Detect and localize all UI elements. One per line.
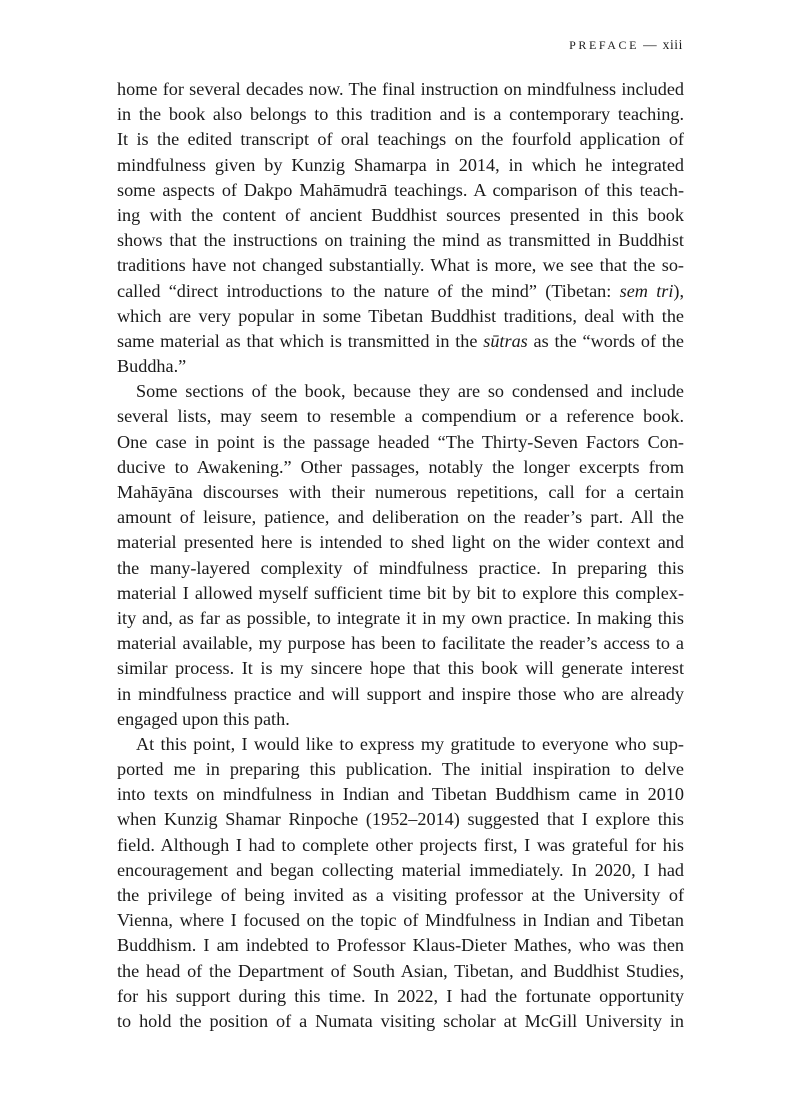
text-line	[117, 178, 684, 203]
text-run: similar process. It is my sincere hope that this book will generate interest	[117, 658, 684, 679]
text-run: traditions have not changed substantially. What is more, we see that the so-	[117, 255, 684, 276]
text-line	[117, 858, 684, 883]
text-run: into texts on mindfulness in Indian and Tibetan Buddhism came in 2010	[117, 784, 684, 805]
text-run: same material as that which is transmitted in the	[117, 330, 484, 351]
text-run: to hold the position of a Numata visiting scholar at McGill University in	[117, 1010, 684, 1031]
text-run: which are very popular in some Tibetan Buddhist traditions, deal with the	[117, 305, 684, 326]
text-line	[117, 77, 684, 102]
text-run: some aspects of Dakpo Mahāmudrā teachings. A comparison of this teach-	[117, 179, 684, 200]
paragraph	[117, 379, 684, 732]
text-run: for his support during this time. In 2022, I had the fortunate opportunity	[117, 985, 684, 1006]
text-line	[117, 631, 684, 656]
text-line	[117, 883, 684, 908]
paragraph	[117, 77, 684, 379]
text-line	[117, 959, 684, 984]
text-run: Buddhism. I am indebted to Professor Klaus-Dieter Mathes, who was then	[117, 935, 684, 956]
text-line	[117, 757, 684, 782]
text-line	[117, 732, 684, 757]
running-head	[569, 37, 683, 53]
text-line	[117, 127, 684, 152]
text-run: Mahāyāna discourses with their numerous repetitions, call for a certain	[117, 482, 684, 502]
text-run: ported me in preparing this publication. The initial inspiration to delve	[117, 759, 684, 780]
text-run: ity and, as far as possible, to integrate it in my own practice. In making this	[117, 607, 684, 628]
text-line	[117, 279, 684, 304]
text-line	[117, 581, 684, 606]
text-run: field. Although I had to complete other projects first, I was grateful for his	[117, 834, 684, 855]
running-head-separator: —	[643, 37, 657, 52]
text-line	[117, 430, 684, 455]
text-line	[117, 102, 684, 127]
text-run: ing with the content of ancient Buddhist sources presented in this book	[117, 204, 684, 225]
text-run: One case in point is the passage headed “The Thirty-Seven Factors Con-	[117, 431, 684, 452]
text-line	[117, 153, 684, 178]
text-run: in mindfulness practice and will support and inspire those who are already	[117, 683, 684, 704]
body-text	[117, 77, 684, 1034]
text-line	[117, 807, 684, 832]
text-run: shows that the instructions on training the mind as transmitted in Buddhist	[117, 230, 684, 251]
text-run: It is the edited transcript of oral teachings on the fourfold application of	[117, 129, 684, 150]
text-line	[117, 505, 684, 530]
text-run: when Kunzig Shamar Rinpoche (1952–2014) suggested that I explore this	[117, 809, 684, 830]
text-run: the privilege of being invited as a visiting professor at the University of	[117, 885, 684, 905]
text-line	[117, 1009, 684, 1034]
text-run: the head of the Department of South Asian, Tibetan, and Buddhist Studies,	[117, 960, 684, 981]
text-line	[117, 304, 684, 329]
paragraph	[117, 732, 684, 1034]
text-run: amount of leisure, patience, and deliberation on the reader’s part. All the	[117, 507, 684, 528]
text-line	[117, 379, 684, 404]
text-line	[117, 253, 684, 278]
text-run: the many-layered complexity of mindfulness practice. In preparing this	[117, 557, 684, 578]
text-line	[117, 530, 684, 555]
italic-term: sem tri	[619, 280, 674, 301]
italic-term: sūtras	[483, 330, 528, 351]
text-line	[117, 656, 684, 681]
text-run: material I allowed myself sufficient time bit by bit to explore this complex-	[117, 582, 684, 603]
page-number: xiii	[662, 37, 683, 52]
text-line	[117, 833, 684, 858]
text-line	[117, 404, 684, 429]
text-run: Vienna, where I focused on the topic of Mindfulness in Indian and Tibetan	[117, 910, 684, 931]
text-run: Some sections of the book, because they are so condensed and include	[136, 381, 684, 402]
text-run: called “direct introductions to the nature of the mind” (Tibetan:	[117, 280, 620, 301]
text-line	[117, 354, 684, 379]
text-run: material presented here is intended to shed light on the wider context and	[117, 532, 684, 553]
text-run: At this point, I would like to express my gratitude to everyone who sup-	[136, 733, 684, 754]
text-line	[117, 782, 684, 807]
text-line	[117, 682, 684, 707]
text-line	[117, 455, 684, 480]
running-head-title: PREFACE	[569, 38, 640, 52]
text-line	[117, 203, 684, 228]
text-run: material available, my purpose has been to facilitate the reader’s access to a	[117, 633, 684, 654]
text-line	[117, 606, 684, 631]
text-run: mindfulness given by Kunzig Shamarpa in 2014, in which he integrated	[117, 154, 684, 175]
text-line	[117, 480, 684, 505]
text-line	[117, 556, 684, 581]
text-line	[117, 908, 684, 933]
text-line	[117, 329, 684, 354]
text-line	[117, 933, 684, 958]
text-run: several lists, may seem to resemble a compendium or a reference book.	[117, 406, 684, 427]
text-line	[117, 707, 684, 732]
text-run: ducive to Awakening.” Other passages, notably the longer excerpts from	[117, 456, 684, 477]
text-run: as the “words of the	[527, 330, 684, 351]
text-line	[117, 984, 684, 1009]
text-run: in the book also belongs to this tradition and is a contemporary teaching.	[117, 104, 684, 125]
text-run: engaged upon this path.	[117, 708, 290, 729]
text-line	[117, 228, 684, 253]
text-run: encouragement and began collecting material immediately. In 2020, I had	[117, 859, 684, 880]
text-run: ),	[673, 280, 685, 301]
text-run: Buddha.”	[117, 356, 187, 377]
text-run: home for several decades now. The final instruction on mindfulness included	[117, 79, 684, 99]
